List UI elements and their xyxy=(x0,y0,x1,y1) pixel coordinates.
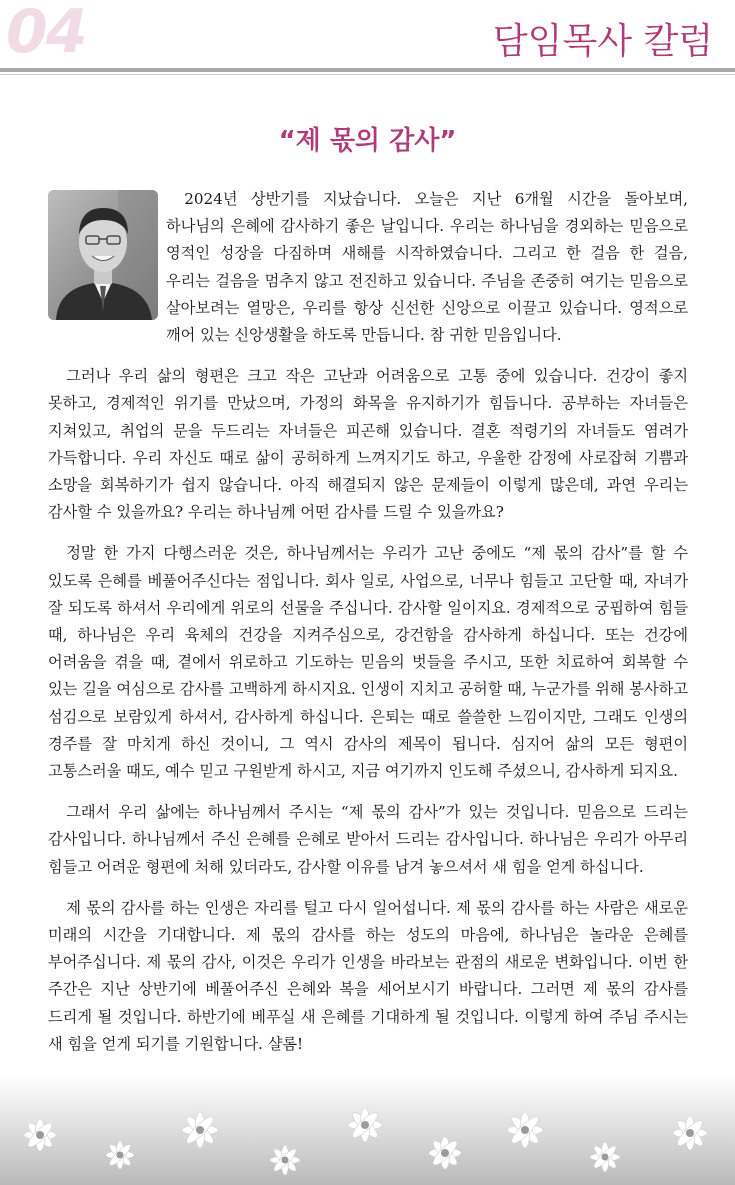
article-paragraph: 제 몫의 감사를 하는 인생은 자리를 털고 다시 일어섭니다. 제 몫의 감사를 하는 사람은 새로운 미래의 시간을 기대합니다. 제 몫의 감사를 하는 성도의 마음에, 하나님은 놀라운 은혜를 부어주십니다. 제 몫의 감사, 이것은 우리가 인생을 바라보는 관점의 새로운 변화입니다. 이번 한 주간은 지난 상반기에 베풀어주신 은혜와 복을 세어보시기 바랍니다. 그러면 제 몫의 감사를 드리게 될 것입니다. 하반기에 베푸실 새 은혜를 기대하게 될 것입니다. 이렇게 하여 주님 주시는 새 힘을 얻게 되기를 기원합니다. 샬롬! xyxy=(48,898,688,1053)
header-divider-thin xyxy=(0,74,735,75)
section-title: 담임목사 칼럼 xyxy=(492,21,713,62)
article-paragraph: 그래서 우리 삶에는 하나님께서 주시는 “제 몫의 감사”가 있는 것입니다. 믿음으로 드리는 감사입니다. 하나님께서 주신 은혜를 은혜로 받아서 드리는 감사입니다. 하나님은 우리가 아무리 힘들고 어려운 형편에 처해 있더라도, 감사할 이유를 남겨 놓으셔서 새 힘을 얻게 하십니다. xyxy=(48,803,688,876)
article-title: “제 몫의 감사” xyxy=(278,126,457,156)
article-paragraph: 그러나 우리 삶의 형편은 크고 작은 고난과 어려움으로 고통 중에 있습니다. 건강이 좋지 못하고, 경제적인 위기를 만났으며, 가정의 화목을 유지하기가 힘듭니다. 공부하는 자녀들은 지쳐있고, 취업의 문을 두드리는 자녀들은 피곤해 있습니다. 결혼 적령기의 자녀들도 염려가 가득합니다. 우리 자신도 때로 삶이 공허하게 느껴지기도 하고, 우울한 감정에 사로잡혀 기쁨과 소망을 회복하기가 쉽지 않습니다. 아직 해결되지 않은 문제들이 이렇게 많은데, 과연 우리는 감사할 수 있을까요? 우리는 하나님께 어떤 감사를 드릴 수 있을까요? xyxy=(48,367,688,522)
header-divider xyxy=(0,68,735,72)
article-body xyxy=(48,186,688,1072)
paragraph-text: 2024년 상반기를 지났습니다. 오늘은 지난 6개월 시간을 돌아보며, 하나님의 은혜에 감사하기 좋은 날입니다. 우리는 하나님을 경외하는 믿음으로 영적인 성장을 다짐하며 새해를 시작하였습니다. 그리고 한 걸음 한 걸음, 우리는 걸음을 멈추지 않고 전진하고 있습니다. 주님을 존중히 여기는 믿음으로 살아보려는 열망은, 우리를 항상 신선한 신앙으로 이끌고 있습니다. 영적으로 깨어 있는 신앙생활을 하도록 만듭니다. 참 귀한 믿음입니다. xyxy=(166,190,688,345)
article-paragraph xyxy=(48,186,688,349)
page-number: 04 xyxy=(6,0,86,67)
portrait-spacer xyxy=(48,186,166,326)
article-paragraph: 정말 한 가지 다행스러운 것은, 하나님께서는 우리가 고난 중에도 “제 몫의 감사”를 할 수 있도록 은혜를 베풀어주신다는 점입니다. 회사 일로, 사업으로, 너무나 힘들고 고단할 때, 자녀가 잘 되도록 하셔서 우리에게 위로의 선물을 주십니다. 감사할 일이지요. 경제적으로 궁핍하여 힘들 때, 하나님은 우리 육체의 건강을 지켜주심으로, 강건함을 감사하게 하십니다. 또는 건강에 어려움을 겪을 때, 곁에서 위로하고 기도하는 믿음의 벗들을 주시고, 또한 치료하여 회복할 수 있는 길을 여심으로 감사를 고백하게 하시지요. 인생이 지치고 공허할 때, 누군가를 위해 봉사하고 섬김으로 보람있게 하셔서, 감사하게 하십니다. 은퇴는 때로 쓸쓸한 느낌이지만, 그래도 인생의 경주를 잘 마치게 하신 것이니, 그 역시 감사의 제목이 됩니다. 심지어 삶의 모든 형편이 고통스러울 때도, 예수 믿고 구원받게 하시고, 지금 여기까지 인도해 주셨으니, 감사하게 되지요. xyxy=(48,544,688,781)
flower-decoration xyxy=(0,1075,735,1185)
